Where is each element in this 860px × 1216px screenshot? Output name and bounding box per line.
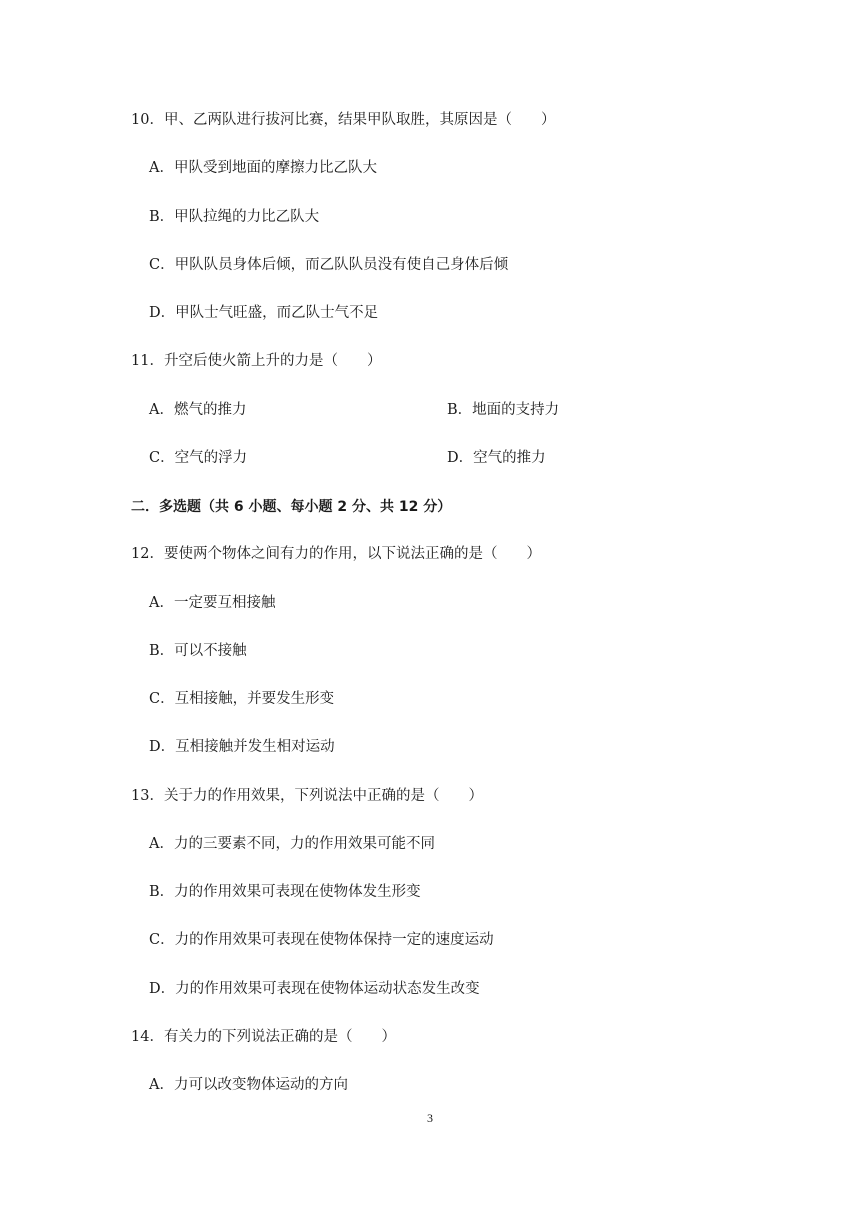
question-11-option-d: D．空气的推力: [447, 450, 546, 466]
question-12-option-a: A．一定要互相接触: [149, 595, 276, 611]
question-13-option-a: A．力的三要素不同，力的作用效果可能不同: [149, 836, 435, 852]
question-13-option-c: C．力的作用效果可表现在使物体保持一定的速度运动: [149, 932, 494, 948]
question-11-option-b: B．地面的支持力: [447, 402, 560, 418]
question-12-option-b: B．可以不接触: [149, 643, 247, 659]
section-heading: 二．多选题（共 6 小题、每小题 2 分、共 12 分）: [131, 499, 452, 515]
question-13-option-b: B．力的作用效果可表现在使物体发生形变: [149, 884, 421, 900]
question-14-stem: 14．有关力的下列说法正确的是（ ）: [131, 1029, 396, 1045]
question-10-option-a: A．甲队受到地面的摩擦力比乙队大: [149, 160, 377, 176]
question-12-stem: 12．要使两个物体之间有力的作用，以下说法正确的是（ ）: [131, 546, 541, 562]
question-10-stem: 10．甲、乙两队进行拔河比赛，结果甲队取胜，其原因是（ ）: [131, 112, 556, 128]
question-11-option-c: C．空气的浮力: [149, 450, 248, 466]
question-13-stem: 13．关于力的作用效果，下列说法中正确的是（ ）: [131, 788, 483, 804]
question-11-option-a: A．燃气的推力: [149, 402, 247, 418]
question-12-option-c: C．互相接触，并要发生形变: [149, 691, 335, 707]
question-14-option-a: A．力可以改变物体运动的方向: [149, 1077, 348, 1093]
question-12-option-d: D．互相接触并发生相对运动: [149, 739, 335, 755]
question-13-option-d: D．力的作用效果可表现在使物体运动状态发生改变: [149, 981, 480, 997]
question-10-option-b: B．甲队拉绳的力比乙队大: [149, 209, 320, 225]
page-number: 3: [427, 1111, 433, 1125]
question-10-option-c: C．甲队队员身体后倾，而乙队队员没有使自己身体后倾: [149, 257, 509, 273]
question-11-stem: 11．升空后使火箭上升的力是（ ）: [131, 353, 382, 369]
question-10-option-d: D．甲队士气旺盛，而乙队士气不足: [149, 305, 379, 321]
